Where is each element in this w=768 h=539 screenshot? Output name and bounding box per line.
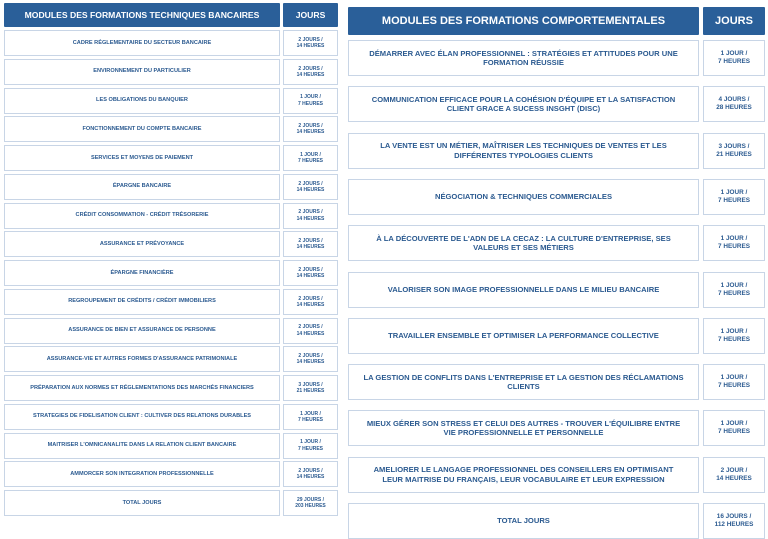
behavioral-hours-count: 7 HEURES [718, 243, 750, 251]
technical-module-cell: ÉPARGNE FINANCIÈRE [4, 260, 280, 286]
behavioral-hours-count: 7 HEURES [718, 382, 750, 390]
technical-days-count: 29 JOURS / [297, 496, 324, 503]
behavioral-days-count: 1 JOUR / [720, 188, 748, 196]
behavioral-days-count: 1 JOUR / [720, 50, 748, 57]
technical-module-cell: ASSURANCE ET PRÉVOYANCE [4, 231, 280, 257]
behavioral-module-cell: COMMUNICATION EFFICACE POUR LA COHÉSION D'ÉQUIPE ET LA SATISFACTION CLIENT GRACE A SUCESS INSGHT (DISC) [348, 86, 699, 122]
behavioral-header-days: JOURS [703, 7, 765, 35]
technical-module-cell: LES OBLIGATIONS DU BANQUIER [4, 88, 280, 114]
behavioral-module-cell: TRAVAILLER ENSEMBLE ET OPTIMISER LA PERFORMANCE COLLECTIVE [348, 318, 699, 354]
technical-days-cell [283, 375, 338, 401]
technical-hours-count: 14 HEURES [296, 474, 325, 481]
behavioral-days-count: 2 JOUR / [720, 466, 748, 474]
technical-module-cell: ASSURANCE DE BIEN ET ASSURANCE DE PERSONNE [4, 318, 280, 344]
technical-days-cell [283, 404, 338, 430]
technical-module-cell: ÉPARGNE BANCAIRE [4, 174, 280, 200]
technical-hours-count: 7 HEURES [297, 416, 323, 423]
behavioral-days-cell [703, 40, 765, 76]
behavioral-days-count: 4 JOURS / [718, 96, 750, 104]
technical-days-cell [283, 289, 338, 315]
technical-days-cell [283, 231, 338, 257]
technical-module-cell: REGROUPEMENT DE CRÉDITS / CRÉDIT IMMOBILIERS [4, 289, 280, 315]
behavioral-days-count: 1 JOUR / [720, 374, 748, 382]
technical-hours-count: 14 HEURES [296, 273, 325, 279]
technical-module-cell: MAITRISER L'OMNICANALITE DANS LA RELATION CLIENT BANCAIRE [4, 433, 280, 459]
technical-days-cell [283, 461, 338, 487]
technical-days-count: 2 JOURS / [298, 468, 323, 474]
technical-hours-count: 14 HEURES [296, 129, 325, 136]
behavioral-module-cell: LA GESTION DE CONFLITS DANS L'ENTREPRISE ET LA GESTION DES RÉCLAMATIONS CLIENTS [348, 364, 699, 400]
behavioral-days-count: 3 JOURS / [718, 142, 750, 150]
technical-module-cell: CADRE RÉGLEMENTAIRE DU SECTEUR BANCAIRE [4, 30, 280, 56]
behavioral-module-cell: MIEUX GÉRER SON STRESS ET CELUI DES AUTRES - TROUVER L'ÉQUILIBRE ENTRE VIE PROFESSIONNELLE ET PERSONNELLE [348, 410, 699, 446]
technical-module-cell: ASSURANCE-VIE ET AUTRES FORMES D'ASSURANCE PATRIMONIALE [4, 346, 280, 372]
technical-days-count: 1 JOUR / [300, 410, 321, 417]
technical-days-count: 3 JOURS / [298, 381, 323, 388]
behavioral-hours-count: 28 HEURES [716, 104, 752, 112]
technical-hours-count: 14 HEURES [296, 43, 325, 49]
behavioral-days-cell [703, 179, 765, 215]
technical-days-count: 2 JOURS / [298, 238, 323, 244]
technical-days-count: 2 JOURS / [298, 295, 323, 302]
behavioral-days-cell [703, 410, 765, 446]
behavioral-hours-count: 7 HEURES [718, 58, 750, 65]
behavioral-hours-count: 21 HEURES [716, 150, 752, 158]
technical-days-count: 2 JOURS / [298, 180, 323, 187]
technical-hours-count: 14 HEURES [296, 186, 325, 193]
technical-days-cell [283, 30, 338, 56]
technical-days-count: 2 JOURS / [298, 209, 323, 216]
technical-hours-count: 14 HEURES [296, 359, 325, 366]
behavioral-hours-count: 7 HEURES [718, 289, 750, 297]
technical-days-count: 2 JOURS / [298, 65, 323, 72]
technical-days-cell [283, 346, 338, 372]
behavioral-days-count: 1 JOUR / [720, 420, 748, 428]
behavioral-hours-count: 14 HEURES [716, 474, 752, 482]
technical-days-count: 1 JOUR / [300, 94, 321, 101]
behavioral-hours-count: 7 HEURES [718, 335, 750, 343]
behavioral-module-cell: TOTAL JOURS [348, 503, 699, 539]
technical-module-cell: SERVICES ET MOYENS DE PAIEMENT [4, 145, 280, 171]
technical-module-cell: PRÉPARATION AUX NORMES ET RÉGLEMENTATIONS DES MARCHÉS FINANCIERS [4, 375, 280, 401]
technical-days-count: 2 JOURS / [298, 123, 323, 129]
behavioral-days-cell [703, 364, 765, 400]
behavioral-days-cell [703, 503, 765, 539]
behavioral-days-count: 1 JOUR / [720, 235, 748, 243]
behavioral-module-cell: NÉGOCIATION & TECHNIQUES COMMERCIALES [348, 179, 699, 215]
technical-days-cell [283, 145, 338, 171]
technical-days-count: 2 JOURS / [298, 324, 323, 331]
behavioral-module-cell: AMELIORER LE LANGAGE PROFESSIONNEL DES CONSEILLERS EN OPTIMISANT LEUR MAITRISE DU FRANÇAIS, LEUR VOCABULAIRE ET LEUR EXPRESSION [348, 457, 699, 493]
technical-days-cell [283, 260, 338, 286]
technical-hours-count: 14 HEURES [296, 301, 325, 308]
behavioral-days-count: 1 JOUR / [720, 281, 748, 289]
behavioral-days-cell [703, 457, 765, 493]
technical-hours-count: 14 HEURES [296, 244, 325, 251]
behavioral-days-cell [703, 225, 765, 261]
technical-days-cell [283, 490, 338, 516]
behavioral-days-cell [703, 86, 765, 122]
technical-days-cell [283, 318, 338, 344]
technical-hours-count: 14 HEURES [296, 215, 325, 222]
technical-header-days: JOURS [283, 3, 338, 27]
technical-days-cell [283, 203, 338, 229]
technical-hours-count: 7 HEURES [297, 100, 323, 107]
behavioral-module-cell: À LA DÉCOUVERTE DE L'ADN DE LA CECAZ : LA CULTURE D'ENTREPRISE, SES VALEURS ET SES MÉTIERS [348, 225, 699, 261]
technical-module-cell: TOTAL JOURS [4, 490, 280, 516]
technical-header-modules: MODULES DES FORMATIONS TECHNIQUES BANCAIRES [4, 3, 280, 27]
technical-days-count: 1 JOUR / [300, 439, 321, 446]
technical-hours-count: 14 HEURES [296, 330, 325, 337]
technical-module-cell: STRATEGIES DE FIDELISATION CLIENT : CULTIVER DES RELATIONS DURABLES [4, 404, 280, 430]
behavioral-module-cell: VALORISER SON IMAGE PROFESSIONNELLE DANS LE MILIEU BANCAIRE [348, 272, 699, 308]
technical-hours-count: 14 HEURES [296, 71, 325, 78]
behavioral-module-cell: DÉMARRER AVEC ÉLAN PROFESSIONNEL : STRATÉGIES ET ATTITUDES POUR UNE FORMATION RÉUSSIE [348, 40, 699, 76]
technical-days-count: 1 JOUR / [300, 151, 321, 158]
behavioral-days-count: 16 JOURS / [716, 513, 752, 520]
behavioral-hours-count: 112 HEURES [714, 521, 754, 528]
technical-module-cell: CRÉDIT CONSOMMATION - CRÉDIT TRÉSORERIE [4, 203, 280, 229]
technical-days-count: 2 JOURS / [298, 353, 323, 359]
behavioral-days-cell [703, 133, 765, 169]
technical-hours-count: 203 HEURES [295, 503, 326, 509]
behavioral-days-count: 1 JOUR / [720, 327, 748, 335]
technical-days-cell [283, 59, 338, 85]
behavioral-hours-count: 7 HEURES [718, 196, 750, 204]
behavioral-module-cell: LA VENTE EST UN MÉTIER, MAÎTRISER LES TECHNIQUES DE VENTES ET LES DIFFÉRENTES TYPOLOGIES CLIENTS [348, 133, 699, 169]
technical-module-cell: FONCTIONNEMENT DU COMPTE BANCAIRE [4, 116, 280, 142]
technical-days-cell [283, 88, 338, 114]
technical-days-cell [283, 116, 338, 142]
technical-days-cell [283, 174, 338, 200]
technical-hours-count: 21 HEURES [296, 388, 325, 394]
technical-hours-count: 7 HEURES [297, 158, 323, 164]
behavioral-days-cell [703, 318, 765, 354]
technical-module-cell: ENVIRONNEMENT DU PARTICULIER [4, 59, 280, 85]
technical-days-count: 2 JOURS / [298, 36, 323, 43]
technical-hours-count: 7 HEURES [297, 445, 323, 452]
technical-module-cell: AMMORCER SON INTEGRATION PROFESSIONNELLE [4, 461, 280, 487]
behavioral-hours-count: 7 HEURES [718, 428, 750, 436]
technical-days-count: 2 JOURS / [298, 266, 323, 273]
behavioral-days-cell [703, 272, 765, 308]
technical-days-cell [283, 433, 338, 459]
behavioral-header-modules: MODULES DES FORMATIONS COMPORTEMENTALES [348, 7, 699, 35]
